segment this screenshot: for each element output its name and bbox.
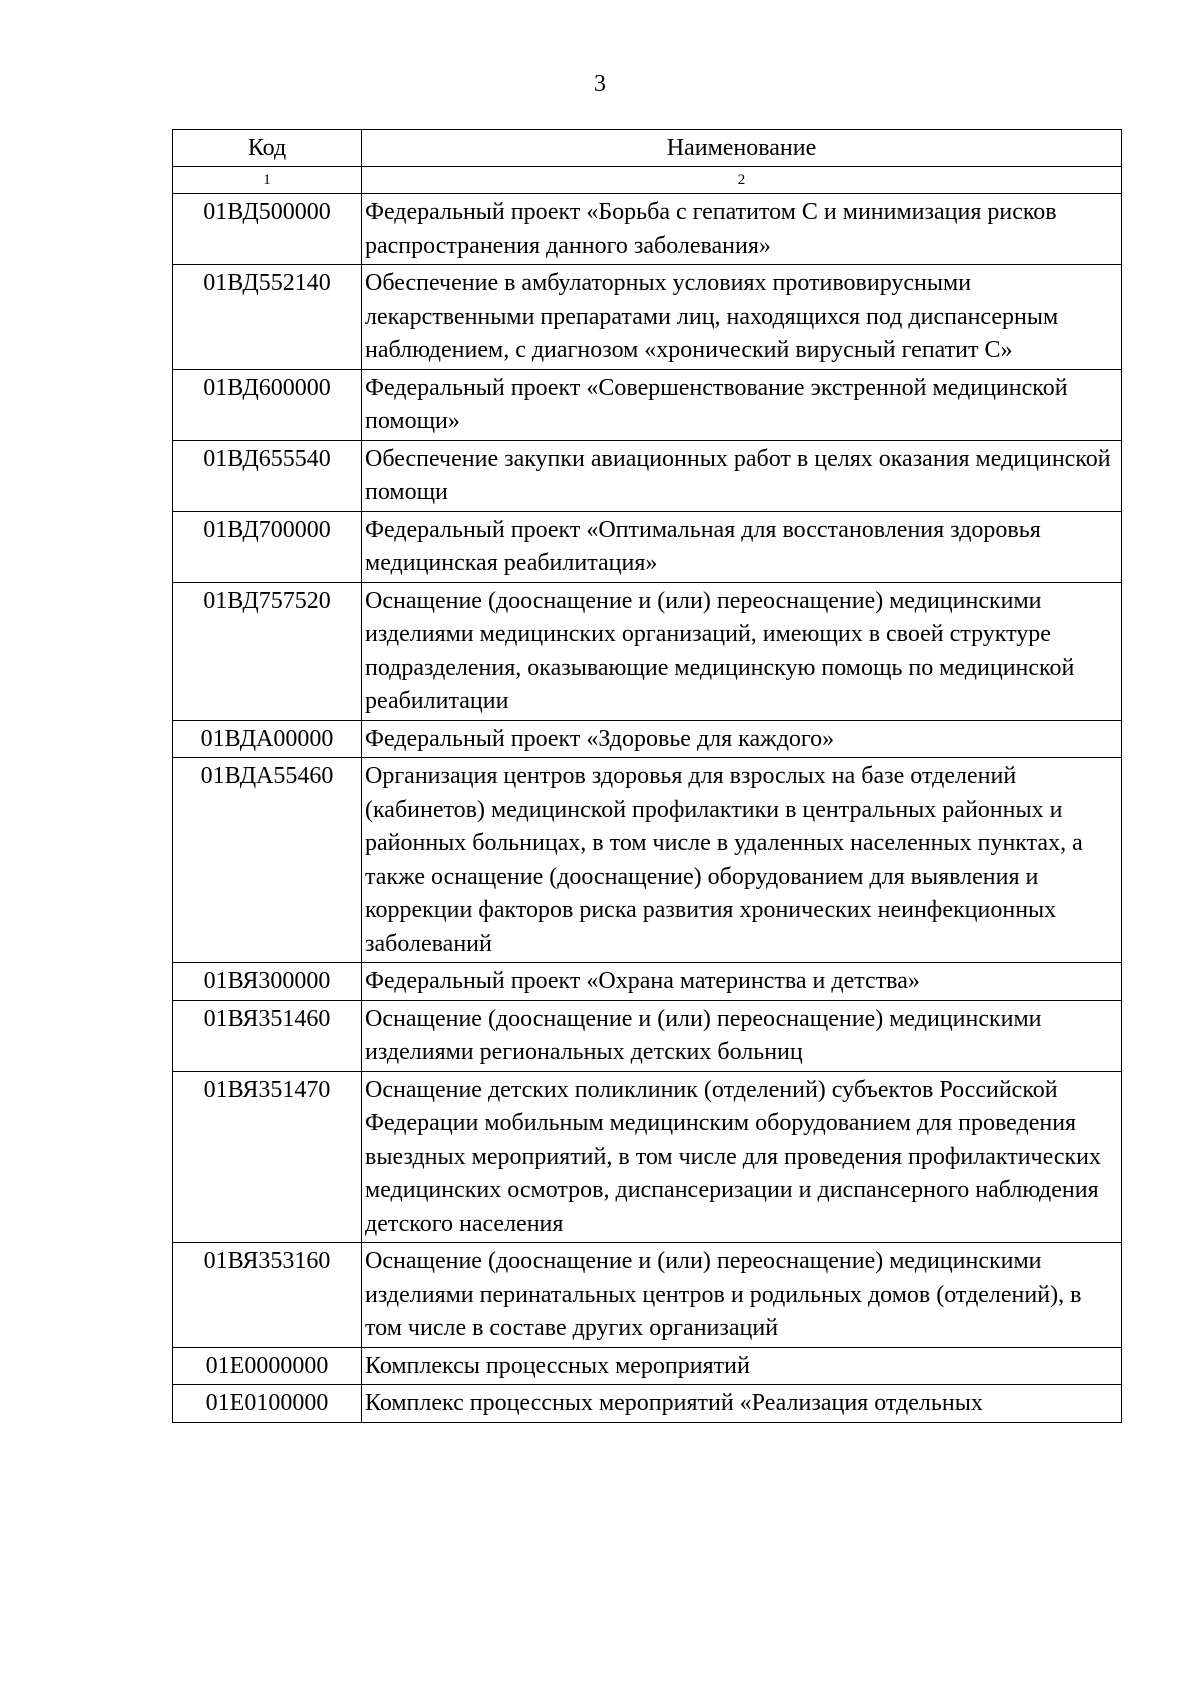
row-name: Комплекс процессных мероприятий «Реализация отдельных xyxy=(362,1385,1122,1423)
column-number-row xyxy=(173,167,1122,194)
row-code: 01Е0100000 xyxy=(173,1385,362,1423)
table-row xyxy=(173,265,1122,370)
table-row xyxy=(173,440,1122,511)
row-code: 01ВДА00000 xyxy=(173,720,362,758)
table-row xyxy=(173,963,1122,1001)
row-code: 01ВЯ351460 xyxy=(173,1000,362,1071)
row-code: 01ВД552140 xyxy=(173,265,362,370)
row-code: 01ВЯ351470 xyxy=(173,1071,362,1243)
row-name: Оснащение детских поликлиник (отделений) субъектов Российской Федерации мобильным медицинским оборудованием для проведения выездных мероприятий, в том числе для проведения профилактических медицинских осмотров, диспансеризации и диспансерного наблюдения детского населения xyxy=(362,1071,1122,1243)
table-row xyxy=(173,1071,1122,1243)
row-name: Федеральный проект «Здоровье для каждого» xyxy=(362,720,1122,758)
table-row xyxy=(173,1347,1122,1385)
row-name: Федеральный проект «Охрана материнства и детства» xyxy=(362,963,1122,1001)
row-name: Оснащение (дооснащение и (или) переоснащение) медицинскими изделиями перинатальных центров и родильных домов (отделений), в том числе в составе других организаций xyxy=(362,1243,1122,1348)
table-row xyxy=(173,758,1122,963)
row-name: Обеспечение в амбулаторных условиях противовирусными лекарственными препаратами лиц, находящихся под диспансерным наблюдением, с диагнозом «хронический вирусный гепатит С» xyxy=(362,265,1122,370)
table-row xyxy=(173,1000,1122,1071)
row-code: 01ВЯ353160 xyxy=(173,1243,362,1348)
table-row xyxy=(173,1385,1122,1423)
table-row xyxy=(173,369,1122,440)
row-name: Федеральный проект «Совершенствование экстренной медицинской помощи» xyxy=(362,369,1122,440)
row-code: 01ВД655540 xyxy=(173,440,362,511)
row-name: Организация центров здоровья для взрослых на базе отделений (кабинетов) медицинской профилактики в центральных районных и районных больницах, в том числе в удаленных населенных пунктах, а также оснащение (дооснащение) оборудованием для выявления и коррекции факторов риска развития хронических неинфекционных заболеваний xyxy=(362,758,1122,963)
header-row xyxy=(173,130,1122,167)
row-code: 01Е0000000 xyxy=(173,1347,362,1385)
page-number: 3 xyxy=(594,71,606,97)
table-row xyxy=(173,511,1122,582)
column-number-name: 2 xyxy=(362,167,1122,194)
row-code: 01ВД700000 xyxy=(173,511,362,582)
row-name: Оснащение (дооснащение и (или) переоснащение) медицинскими изделиями медицинских организаций, имеющих в своей структуре подразделения, оказывающие медицинскую помощь по медицинской реабилитации xyxy=(362,582,1122,720)
header-code: Код xyxy=(173,130,362,167)
table-row xyxy=(173,582,1122,720)
row-code: 01ВД600000 xyxy=(173,369,362,440)
row-name: Обеспечение закупки авиационных работ в целях оказания медицинской помощи xyxy=(362,440,1122,511)
table-row xyxy=(173,720,1122,758)
header-name: Наименование xyxy=(362,130,1122,167)
row-name: Федеральный проект «Борьба с гепатитом С и минимизация рисков распространения данного заболевания» xyxy=(362,194,1122,265)
table-row xyxy=(173,194,1122,265)
row-code: 01ВД757520 xyxy=(173,582,362,720)
row-name: Федеральный проект «Оптимальная для восстановления здоровья медицинская реабилитация» xyxy=(362,511,1122,582)
row-code: 01ВД500000 xyxy=(173,194,362,265)
row-name: Комплексы процессных мероприятий xyxy=(362,1347,1122,1385)
row-code: 01ВЯ300000 xyxy=(173,963,362,1001)
budget-code-table xyxy=(172,129,1122,1423)
row-name: Оснащение (дооснащение и (или) переоснащение) медицинскими изделиями региональных детских больниц xyxy=(362,1000,1122,1071)
row-code: 01ВДА55460 xyxy=(173,758,362,963)
column-number-code: 1 xyxy=(173,167,362,194)
table-row xyxy=(173,1243,1122,1348)
